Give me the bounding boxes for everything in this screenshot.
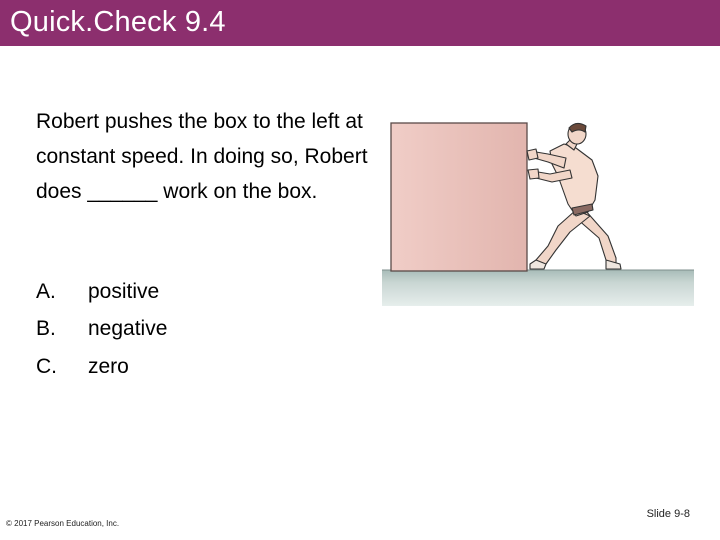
copyright-text: © 2017 Pearson Education, Inc.	[6, 519, 120, 528]
box	[391, 123, 527, 271]
slide-number: Slide 9-8	[646, 508, 690, 520]
choice-b-text: negative	[88, 317, 168, 340]
choice-c-letter: C.	[36, 355, 57, 378]
floor	[382, 270, 694, 306]
choice-a-letter: A.	[36, 280, 56, 303]
push-box-illustration	[380, 118, 696, 308]
choice-c-text: zero	[88, 355, 129, 378]
slide-title: Quick.Check 9.4	[10, 6, 226, 38]
choice-a-text: positive	[88, 280, 160, 303]
question-text: Robert pushes the box to the left at constant speed. In doing so, Robert does ______ work on the box.	[36, 110, 368, 203]
choice-b-letter: B.	[36, 317, 56, 340]
robert-figure	[527, 123, 621, 269]
title-bar	[0, 0, 720, 46]
